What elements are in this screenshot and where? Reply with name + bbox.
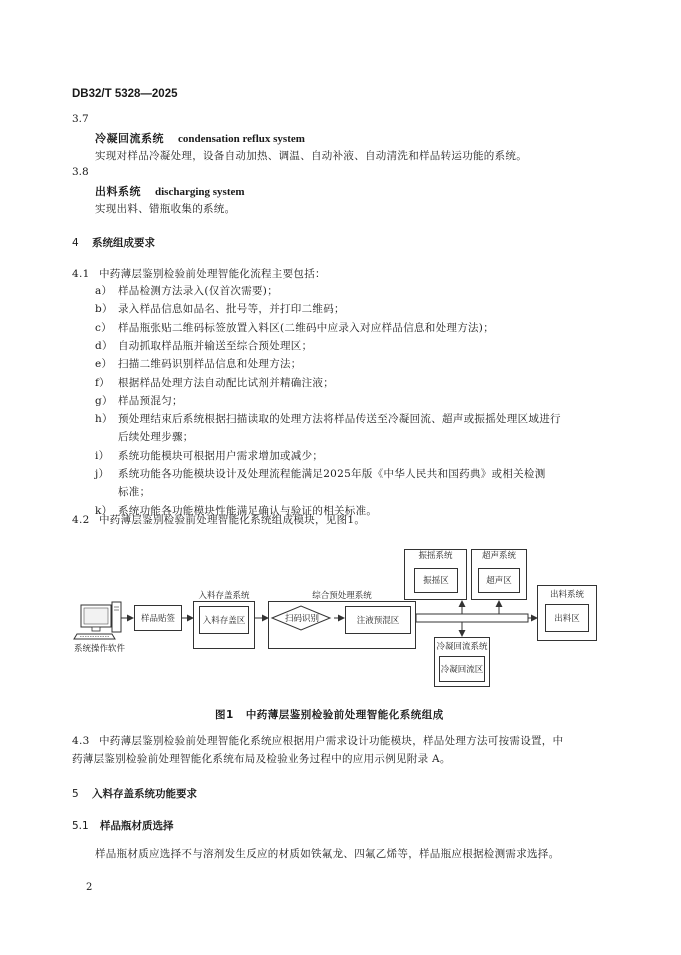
ultrasonic-area-box [478,568,520,593]
transport-bus [416,614,528,622]
term-definition: 实现对样品冷凝处理，设备自动加热、调温、自动补液、自动清洗和样品转运功能的系统。 [95,150,527,162]
shake-system-box [404,549,467,600]
ultrasonic-area-text: 超声区 [486,576,512,586]
condensation-system-label: 冷凝回流系统 [436,642,488,652]
list-item-text: 预处理结束后系统根据扫描读取的处理方法将样品传送至冷凝回流、超声或振摇处理区域进行 [118,413,561,426]
list-item-text: 样品瓶张贴二维码标签放置入料区(二维码中应录入对应样品信息和处理方法)； [118,321,494,334]
standard-number: DB32/T 5328—2025 [72,88,178,100]
figure-caption [215,707,444,722]
pretreat-system-box [268,591,416,649]
ultrasonic-system-box [471,549,527,600]
section-title: 系统组成要求 [92,237,155,249]
clause-text: 中药薄层鉴别检验前处理智能化系统组成模块，见图1。 [99,514,366,526]
figure-title: 中药薄层鉴别检验前处理智能化系统组成 [245,709,444,721]
list-item-text: 系统功能各功能模块设计及处理流程能满足2025年版《中华人民共和国药典》或相关检测 [118,468,546,480]
list-item-text: 后续处理步骤； [118,431,194,444]
condensation-system-box [434,637,490,687]
clause [72,733,563,748]
clause-text-line2: 药薄层鉴别检验前处理智能化系统布局及检验业务过程中的应用示例见附录 A。 [72,753,451,765]
output-system-label: 出料系统 [549,590,584,600]
list-item-text: 样品检测方法录入(仅首次需要)； [118,285,278,297]
sample-label-text: 样品贴签 [140,614,175,624]
intake-system-label: 入料存盖系统 [198,591,250,601]
subsection-title: 样品瓶材质选择 [100,820,174,832]
list-item-label: a） [95,285,113,297]
term-zh: 出料系统 [95,185,141,198]
list-item-label: d） [95,339,113,352]
list-item-text: 系统功能模块可根据用户需求增加或减少； [118,449,324,462]
list-item-text: 扫描二维码识别样品信息和处理方法； [118,358,302,371]
term-definition: 实现出料、错瓶收集的系统。 [95,203,236,215]
clause-text: 中药薄层鉴别检验前处理智能化流程主要包括： [99,268,326,280]
term-en: discharging system [155,186,245,198]
list-item-label: j） [95,468,110,480]
clause-number: 4.3 [72,735,90,747]
output-area-box [545,604,589,632]
term-en: condensation reflux system [178,133,305,145]
list-item-label: c） [95,321,112,334]
list-item-label: g） [95,394,113,407]
inject-area-text: 注液预混区 [356,616,400,626]
list-item-label: b） [95,303,113,316]
term-number: 3.8 [72,166,89,178]
list-item-text: 根据样品处理方法自动配比试剂并精确注液； [118,376,334,389]
list-item-text: 自动抓取样品瓶并输送至综合预处理区； [118,339,313,352]
page-number: 2 [86,882,93,893]
list-item-label: f） [95,376,110,389]
list-item-text: 录入样品信息如品名、批号等，并打印二维码； [118,303,345,316]
scan-text: 扫码识别 [284,614,319,624]
section-text: 样品瓶材质应选择不与溶剂发生反应的材质如铁氟龙、四氟乙烯等，样品瓶应根据检测需求选择。 [95,848,560,860]
intake-system-box [193,591,255,649]
list-item-text: 样品预混匀； [118,394,183,407]
list-item-label: k） [95,504,113,517]
intake-area-text: 入料存盖区 [202,616,246,626]
shake-area-text: 振摇区 [423,576,449,586]
term-zh: 冷凝回流系统 [95,132,164,145]
output-system-box [537,585,597,641]
term-number: 3.7 [72,113,89,125]
shake-system-label: 振摇系统 [418,551,453,561]
intake-area-box [199,606,249,634]
list-item-label: i） [95,449,110,462]
section-title: 入料存盖系统功能要求 [92,788,197,800]
subsection-number: 5.1 [72,820,89,832]
subsection-heading [72,818,174,833]
computer-label: 系统操作软件 [74,644,126,654]
clause-text-line1: 中药薄层鉴别检验前处理智能化系统应根据用户需求设计功能模块，样品处理方法可按需设置，中 [99,735,564,747]
output-area-text: 出料区 [554,614,580,624]
list-item-text: 系统功能各功能模块性能满足确认与验证的相关标准。 [118,504,378,517]
list-item-label: h） [95,413,113,426]
section-number: 5 [72,788,79,800]
section-number: 4 [72,237,79,249]
figure-number: 图1 [215,709,234,721]
computer-icon [74,602,121,639]
list-item-text: 标准； [118,486,151,499]
clause-number: 4.2 [72,514,90,526]
condensation-area-box [439,656,485,682]
list-item-label: e） [95,358,113,371]
sample-label-box [134,605,182,631]
shake-area-box [414,568,458,593]
pretreat-system-label: 综合预处理系统 [312,591,372,601]
condensation-area-text: 冷凝回流区 [440,665,484,675]
section-heading [72,786,197,801]
inject-area-box [345,606,411,634]
ultrasonic-system-label: 超声系统 [481,551,516,561]
clause-number: 4.1 [72,268,90,280]
